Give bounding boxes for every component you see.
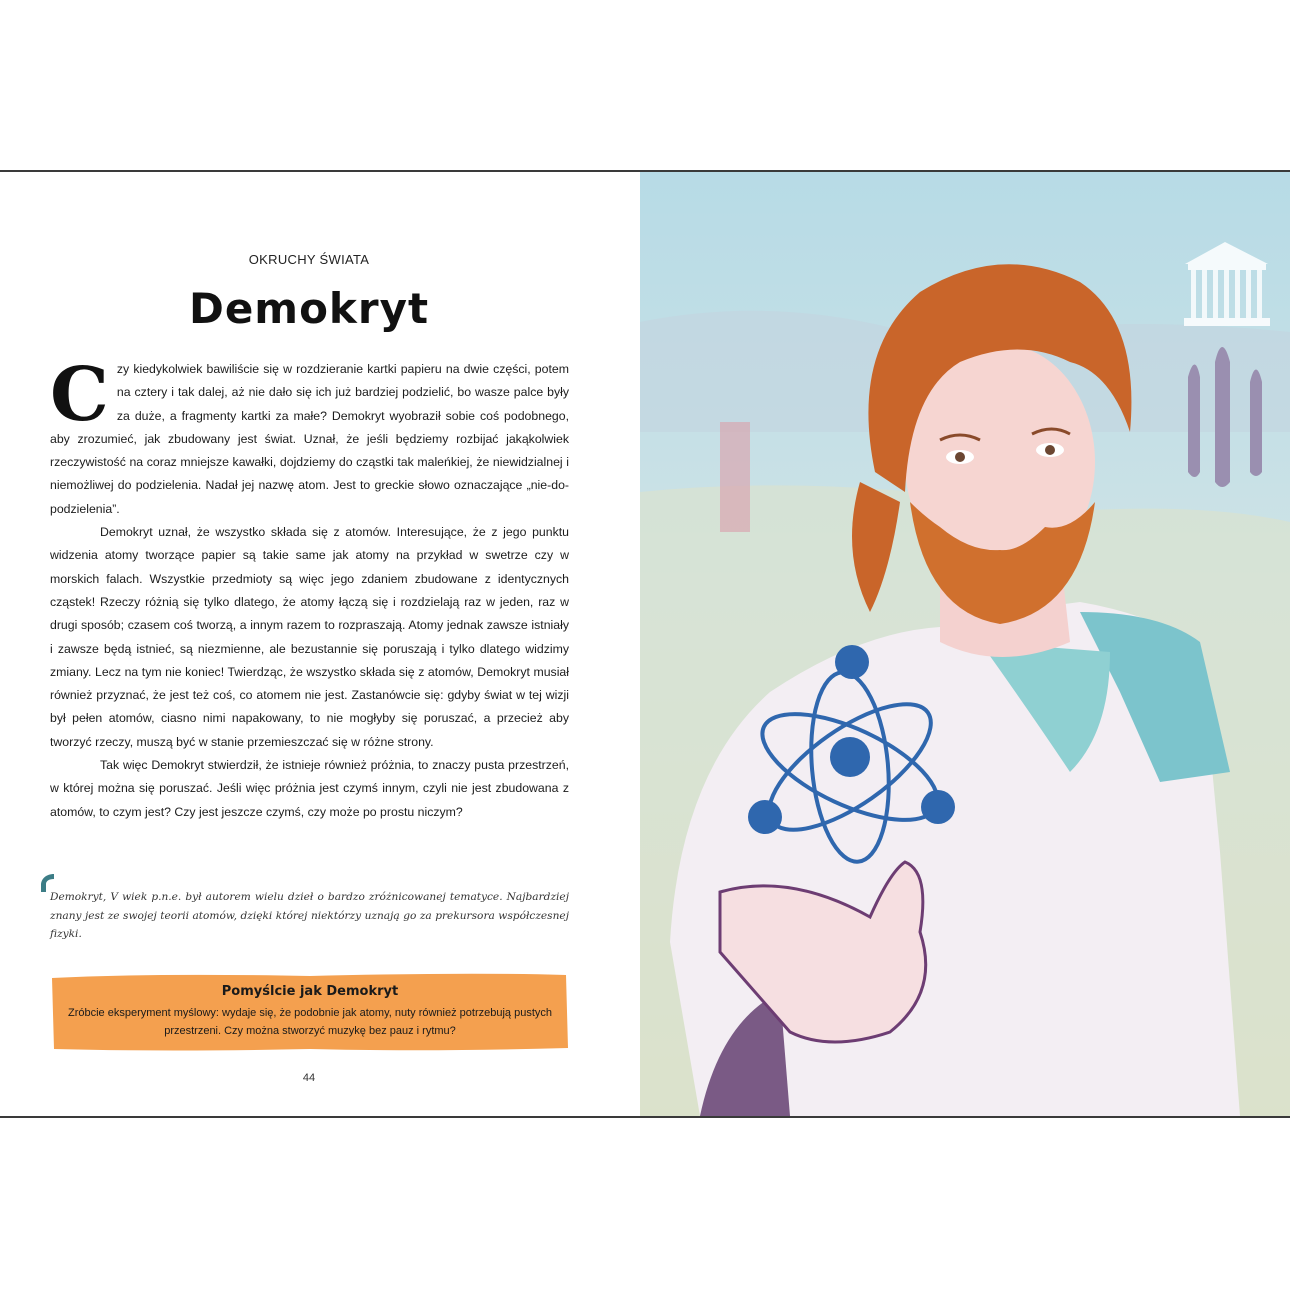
democritus-illustration (640, 172, 1290, 1116)
author-note: Demokryt, V wiek p.n.e. był autorem wielu dzieł o bardzo zróżnicowanej tematyce. Najbardziej znany jest ze swojej teorii atomów, dzięki której niektórzy uznają go za prekursora współczesnej fizyki. (50, 891, 569, 940)
paragraph-3: Tak więc Demokryt stwierdził, że istnieje również próżnia, to znaczy pusta przestrzeń, w której można się poruszać. Jeśli więc próżnia jest czymś innym, czyli nie jest zbudowana z atomów, to czym jest? Czy jest jeszcze czymś, czy może po prostu niczym? (50, 758, 569, 819)
paragraph-2: Demokryt uznał, że wszystko składa się z atomów. Interesujące, że z jego punktu widzenia atomy tworzące papier są takie same jak atomy na przykład w swetrze czy w morskich falach. Wszystkie przedmioty są więc jego zdaniem zbudowane z identycznych cząstek! Rzeczy różnią się tylko dlatego, że atomy łączą się i rozdzielają raz w jeden, raz w drugi sposób; czasem coś tworzą, a innym razem to rozpraszają. Atomy jednak zawsze istniały i zawsze będą istnieć, są niezmienne, ale bezustannie się poruszają i tylko dlatego widzimy zmiany. Lecz na tym nie koniec! Twierdząc, że wszystko składa się z atomów, Demokryt musiał również przyznać, że jest też coś, co atomem nie jest. Zastanówcie się: gdyby świat w tej wizji był pełen atomów, ciasno nimi napakowany, to nie mogłyby się poruszać, a przecież aby tworzyć rzeczy, muszą być w stanie przemieszczać się w różne strony. (50, 525, 569, 749)
page-number: 44 (302, 1072, 316, 1084)
paragraph-1 (50, 352, 569, 521)
bottom-rule (0, 1116, 1290, 1118)
left-page (0, 172, 640, 1116)
activity-box (50, 972, 570, 1052)
page-title: Demokryt (188, 284, 430, 333)
activity-text: Zróbcie eksperyment myślowy: wydaje się, że podobnie jak atomy, nuty również potrzebują pustych przestrzeni. Czy można stworzyć muzykę bez pauz i rytmu? (67, 1007, 553, 1037)
section-label: OKRUCHY ŚWIATA (248, 252, 370, 267)
paragraph-1-text: zy kiedykolwiek bawiliście się w rozdzieranie kartki papieru na dwie części, potem na cztery i tak dalej, aż nie dało się ich już bardziej podzielić, bo wasze palce były za duże, a fragmenty kartki za małe? Demokryt wyobraził sobie coś podobnego, aby zrozumieć, jak zbudowany jest świat. Uznał, że jeśli będziemy rozbijać jakąkolwiek rzeczywistość na coraz mniejsze kawałki, dojdziemy do cząstki tak maleńkiej, że niewidzialnej i niemożliwej do podzielenia. Nadał jej nazwę atom. Jest to greckie słowo oznaczające „nie-do-podzielenia”. (50, 362, 569, 516)
drop-cap: C (50, 352, 109, 438)
illustration (640, 172, 1290, 1116)
body-text (50, 352, 569, 824)
activity-title: Pomyślcie jak Demokryt (221, 984, 399, 999)
